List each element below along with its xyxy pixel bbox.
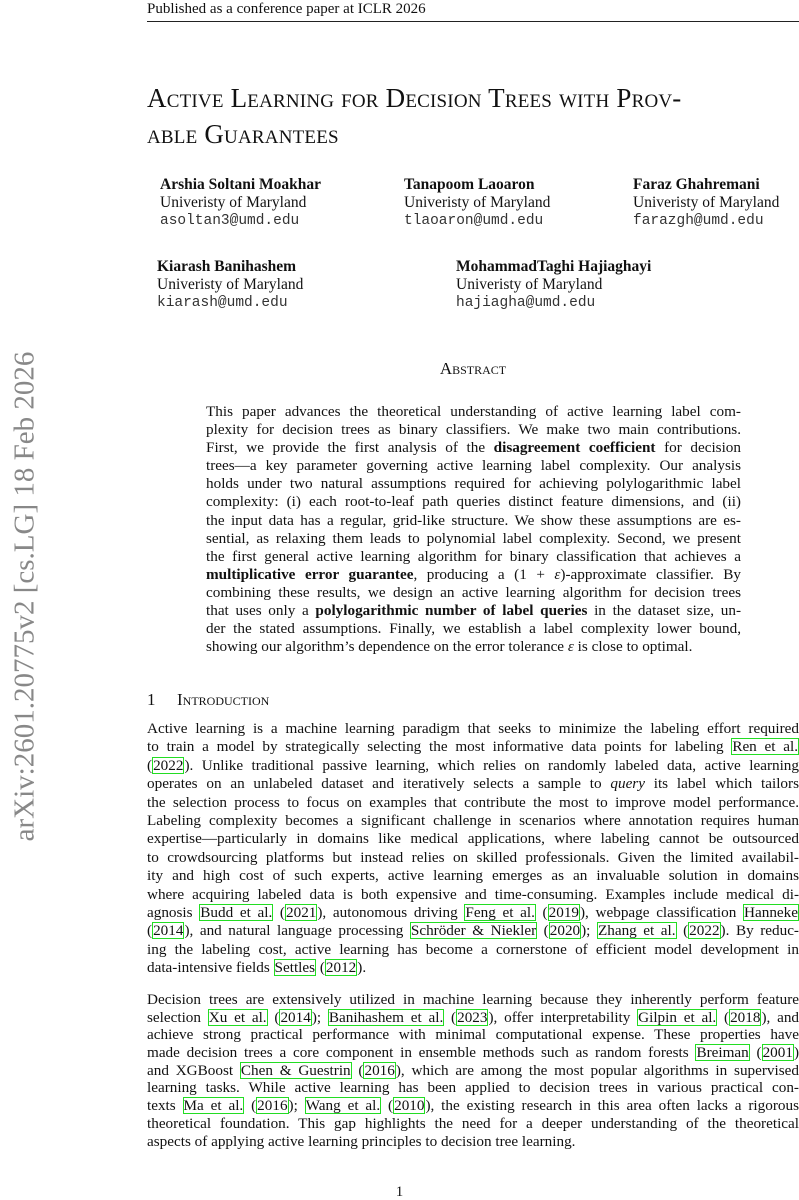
section-heading-introduction	[147, 690, 269, 710]
text-segment: (	[316, 959, 325, 977]
text-segment: Labeling complexity becomes a significant challenge in scenarios where annotation requires human	[147, 811, 799, 829]
text-segment: )-approximate classifier. By	[560, 565, 741, 583]
bold-text: disagreement coefficient	[493, 439, 656, 457]
text-line	[147, 1009, 799, 1027]
text-line	[206, 566, 741, 584]
citation-link[interactable]: 2016	[257, 1097, 288, 1115]
text-segment: achieve strong practical performance with minimal computational expense. These properties have	[147, 1026, 799, 1044]
abstract-body	[206, 403, 741, 656]
text-line	[206, 638, 741, 656]
text-segment: complexity: (i) each root-to-leaf path queries distinct feature dimensions, and (ii)	[206, 493, 741, 511]
text-segment: texts	[147, 1097, 183, 1115]
text-line	[147, 1026, 799, 1044]
text-segment: selection	[147, 1008, 208, 1026]
author-block	[456, 258, 651, 312]
author-email[interactable]: tlaoaron@umd.edu	[404, 213, 544, 229]
text-line	[206, 493, 741, 511]
text-segment: Active learning is a machine learning paradigm that seeks to minimize the labeling effort required	[147, 720, 799, 737]
text-segment: (	[381, 1097, 394, 1115]
text-line	[147, 738, 799, 756]
text-segment: and XGBoost	[147, 1061, 240, 1079]
text-line	[206, 421, 741, 439]
text-segment: the selection process to focus on examples that contribute the most to improve model performance.	[147, 793, 799, 811]
text-line	[147, 904, 799, 922]
citation-link[interactable]: Budd et al.	[200, 903, 273, 921]
author-name: MohammadTaghi Hajiaghayi	[456, 258, 652, 275]
text-line	[147, 794, 799, 812]
text-segment: in the dataset size, un-	[587, 602, 742, 620]
text-segment: showing our algorithm’s dependence on the error tolerance	[206, 638, 568, 656]
text-line	[147, 830, 799, 848]
running-header: Published as a conference paper at ICLR 2026	[147, 0, 799, 22]
text-segment: (	[717, 1008, 730, 1026]
text-segment: (	[444, 1008, 457, 1026]
author-email[interactable]: hajiagha@umd.edu	[456, 295, 596, 311]
text-segment: ity and high cost of such experts, active learning emerges as an invaluable solution in domains	[147, 867, 799, 885]
text-line	[206, 457, 741, 475]
text-segment: the first general active learning algorithm for binary classification that achieves a	[206, 547, 741, 565]
text-line	[206, 512, 741, 530]
citation-link[interactable]: Schröder & Niekler	[410, 922, 537, 940]
text-segment: (	[147, 922, 153, 940]
text-segment: )	[793, 1044, 799, 1062]
citation-link[interactable]: Ren et al.	[732, 738, 799, 756]
page-number: 1	[395, 1184, 404, 1200]
text-segment: agnosis	[147, 903, 200, 921]
text-segment: Decision trees are extensively utilized in machine learning because they inherently perform feature	[147, 991, 799, 1008]
text-line	[206, 439, 741, 457]
citation-link[interactable]: 2019	[548, 903, 579, 921]
citation-link[interactable]: Gilpin et al.	[638, 1008, 717, 1026]
text-line	[206, 548, 741, 566]
text-line	[147, 922, 799, 940]
italic-text: query	[610, 775, 645, 793]
author-affiliation: Univeristy of Maryland	[404, 194, 551, 211]
text-segment: plexity for decision trees as binary classifiers. We make two main contributions.	[206, 421, 741, 439]
italic-text: ε	[567, 638, 574, 656]
text-line	[147, 991, 799, 1009]
citation-link[interactable]: Hanneke	[744, 903, 798, 921]
author-affiliation: Univeristy of Maryland	[157, 276, 304, 293]
text-segment: (	[351, 1061, 364, 1079]
citation-link[interactable]: Banihashem et al.	[328, 1008, 444, 1026]
text-segment: its label which tailors	[644, 775, 799, 793]
author-name: Kiarash Banihashem	[157, 258, 297, 275]
citation-link[interactable]: 2014	[153, 922, 184, 940]
abstract-heading: Abstract	[439, 359, 507, 378]
citation-link[interactable]: 2023	[457, 1008, 488, 1026]
citation-link[interactable]: Settles	[274, 959, 316, 977]
text-segment: to crowdsourcing platforms but instead relies on skilled professionals. Given the limited availabil-	[147, 848, 799, 866]
citation-link[interactable]: Breiman	[696, 1044, 749, 1062]
text-segment: ), which are among the most popular algorithms in supervised	[395, 1061, 799, 1079]
text-line	[147, 757, 799, 775]
title-line: Active Learning for Decision Trees with Prov-	[147, 83, 682, 113]
text-segment: ), and natural language processing	[184, 922, 410, 940]
text-segment: );	[311, 1008, 328, 1026]
author-block	[404, 176, 550, 230]
author-block	[157, 258, 303, 312]
section-number: 1	[147, 690, 156, 709]
text-line	[147, 1115, 799, 1133]
text-segment: expertise—particularly in domains like medical applications, where labeling cannot be outsourced	[147, 830, 799, 848]
text-segment: );	[288, 1097, 305, 1115]
author-email[interactable]: kiarash@umd.edu	[157, 295, 288, 311]
author-block	[160, 176, 321, 230]
text-line	[147, 959, 799, 977]
text-segment: (	[676, 922, 689, 940]
text-segment: (	[244, 1097, 257, 1115]
text-segment: First, we provide the first analysis of the	[206, 439, 494, 457]
text-segment: data-intensive fields	[147, 959, 274, 977]
text-line	[147, 812, 799, 830]
author-block	[633, 176, 779, 230]
text-line	[147, 849, 799, 867]
intro-paragraph-1	[147, 720, 799, 977]
text-segment: the input data has a regular, grid-like structure. We show these assumptions are es-	[206, 511, 741, 529]
author-affiliation: Univeristy of Maryland	[456, 276, 603, 293]
text-line	[206, 620, 741, 638]
author-email[interactable]: asoltan3@umd.edu	[160, 213, 300, 229]
citation-link[interactable]: 2016	[364, 1061, 395, 1079]
text-segment: ), and	[761, 1008, 799, 1026]
citation-link[interactable]: 2001	[762, 1044, 793, 1062]
text-segment: sential, as relaxing them leads to polynomial label complexity. Second, we present	[206, 529, 741, 547]
text-segment: made decision trees a core component in ensemble methods such as random forests	[147, 1044, 696, 1062]
text-segment: (	[535, 903, 548, 921]
text-segment: where acquiring labeled data is both expensive and time-consuming. Examples include medical di-	[147, 885, 799, 903]
italic-text: ε	[554, 565, 561, 583]
citation-link[interactable]: 2018	[730, 1008, 761, 1026]
citation-link[interactable]: 2021	[286, 903, 317, 921]
text-segment: combining these results, we design an active learning algorithm for decision trees	[206, 583, 741, 601]
text-segment: to train a model by strategically selecting the most informative data points for labeling	[147, 738, 732, 756]
paper-title	[147, 80, 799, 152]
text-segment: aspects of applying active learning principles to decision tree learning.	[147, 1132, 576, 1150]
text-segment: ), offer interpretability	[488, 1008, 638, 1026]
section-title: Introduction	[177, 690, 270, 709]
text-segment: ), autonomous driving	[317, 903, 465, 921]
citation-link[interactable]: Wang et al.	[305, 1097, 381, 1115]
citation-link[interactable]: 2022	[689, 922, 720, 940]
author-name: Tanapoom Laoaron	[404, 176, 535, 193]
text-segment: );	[581, 922, 597, 940]
text-segment: der the stated assumptions. Finally, we establish a label complexity lower bound,	[206, 620, 741, 638]
text-segment: theoretical foundation. This gap highlights the need for a deeper understanding of the theoretical	[147, 1114, 799, 1132]
text-line	[147, 1133, 799, 1151]
text-segment: ), the existing research in this area often lacks a rigorous	[425, 1097, 799, 1115]
text-segment: operates on an unlabeled dataset and iteratively selects a sample to	[147, 775, 611, 793]
text-line	[147, 941, 799, 959]
text-segment: that uses only a	[206, 602, 316, 620]
bold-text: multiplicative error guarantee	[206, 565, 414, 583]
text-segment: holds under two natural assumptions required for achieving polylogarithmic label	[206, 475, 741, 493]
text-segment: , producing a (1 +	[413, 565, 555, 583]
author-affiliation: Univeristy of Maryland	[160, 194, 307, 211]
text-line	[147, 775, 799, 793]
text-segment: (	[273, 903, 285, 921]
author-name: Faraz Ghahremani	[633, 176, 760, 193]
text-line	[206, 584, 741, 602]
text-line	[147, 1062, 799, 1080]
arxiv-identifier-sidebar[interactable]: arXiv:2601.20775v2 [cs.LG] 18 Feb 2026	[8, 351, 41, 842]
text-line	[147, 886, 799, 904]
citation-link[interactable]: 2014	[280, 1008, 311, 1026]
text-segment: (	[267, 1008, 280, 1026]
text-segment: learning tasks. While active learning has been applied to decision trees in various practical con-	[147, 1079, 799, 1097]
bold-text: polylogarithmic number of label queries	[315, 602, 588, 620]
text-line	[147, 1044, 799, 1062]
text-segment: ).	[357, 959, 367, 977]
text-segment: ). By reduc-	[720, 922, 799, 940]
text-line	[147, 1079, 799, 1097]
intro-paragraph-2	[147, 991, 799, 1150]
author-affiliation: Univeristy of Maryland	[633, 194, 780, 211]
text-segment: ). Unlike traditional passive learning, which relies on randomly labeled data, active learning	[184, 756, 799, 774]
text-line	[147, 867, 799, 885]
text-line	[206, 602, 741, 620]
citation-link[interactable]: 2010	[394, 1097, 425, 1115]
text-segment: (	[537, 922, 549, 940]
title-line: able Guarantees	[147, 119, 339, 149]
text-line	[206, 475, 741, 493]
text-line	[147, 1097, 799, 1115]
author-name: Arshia Soltani Moakhar	[160, 176, 322, 193]
text-segment: trees—a key parameter governing active learning label complexity. Our analysis	[206, 457, 741, 475]
text-line	[206, 530, 741, 548]
text-segment: is close to optimal.	[573, 638, 693, 656]
citation-link[interactable]: 2022	[153, 756, 184, 774]
text-segment: This paper advances the theoretical understanding of active learning label com-	[206, 403, 741, 420]
citation-link[interactable]: Ma et al.	[183, 1097, 244, 1115]
text-line	[147, 720, 799, 738]
text-segment: (	[147, 756, 153, 774]
citation-link[interactable]: Zhang et al.	[597, 922, 676, 940]
text-segment: for decision	[655, 439, 741, 457]
text-segment: ), webpage classification	[580, 903, 744, 921]
text-segment: ing the labeling cost, active learning has become a cornerstone of efficient model development in	[147, 940, 799, 958]
citation-link[interactable]: Chen & Guestrin	[240, 1061, 351, 1079]
citation-link[interactable]: 2020	[549, 922, 581, 940]
text-line	[206, 403, 741, 421]
citation-link[interactable]: 2012	[325, 959, 357, 977]
author-email[interactable]: farazgh@umd.edu	[633, 213, 764, 229]
citation-link[interactable]: Feng et al.	[465, 903, 535, 921]
citation-link[interactable]: Xu et al.	[208, 1008, 267, 1026]
text-segment: (	[749, 1044, 762, 1062]
